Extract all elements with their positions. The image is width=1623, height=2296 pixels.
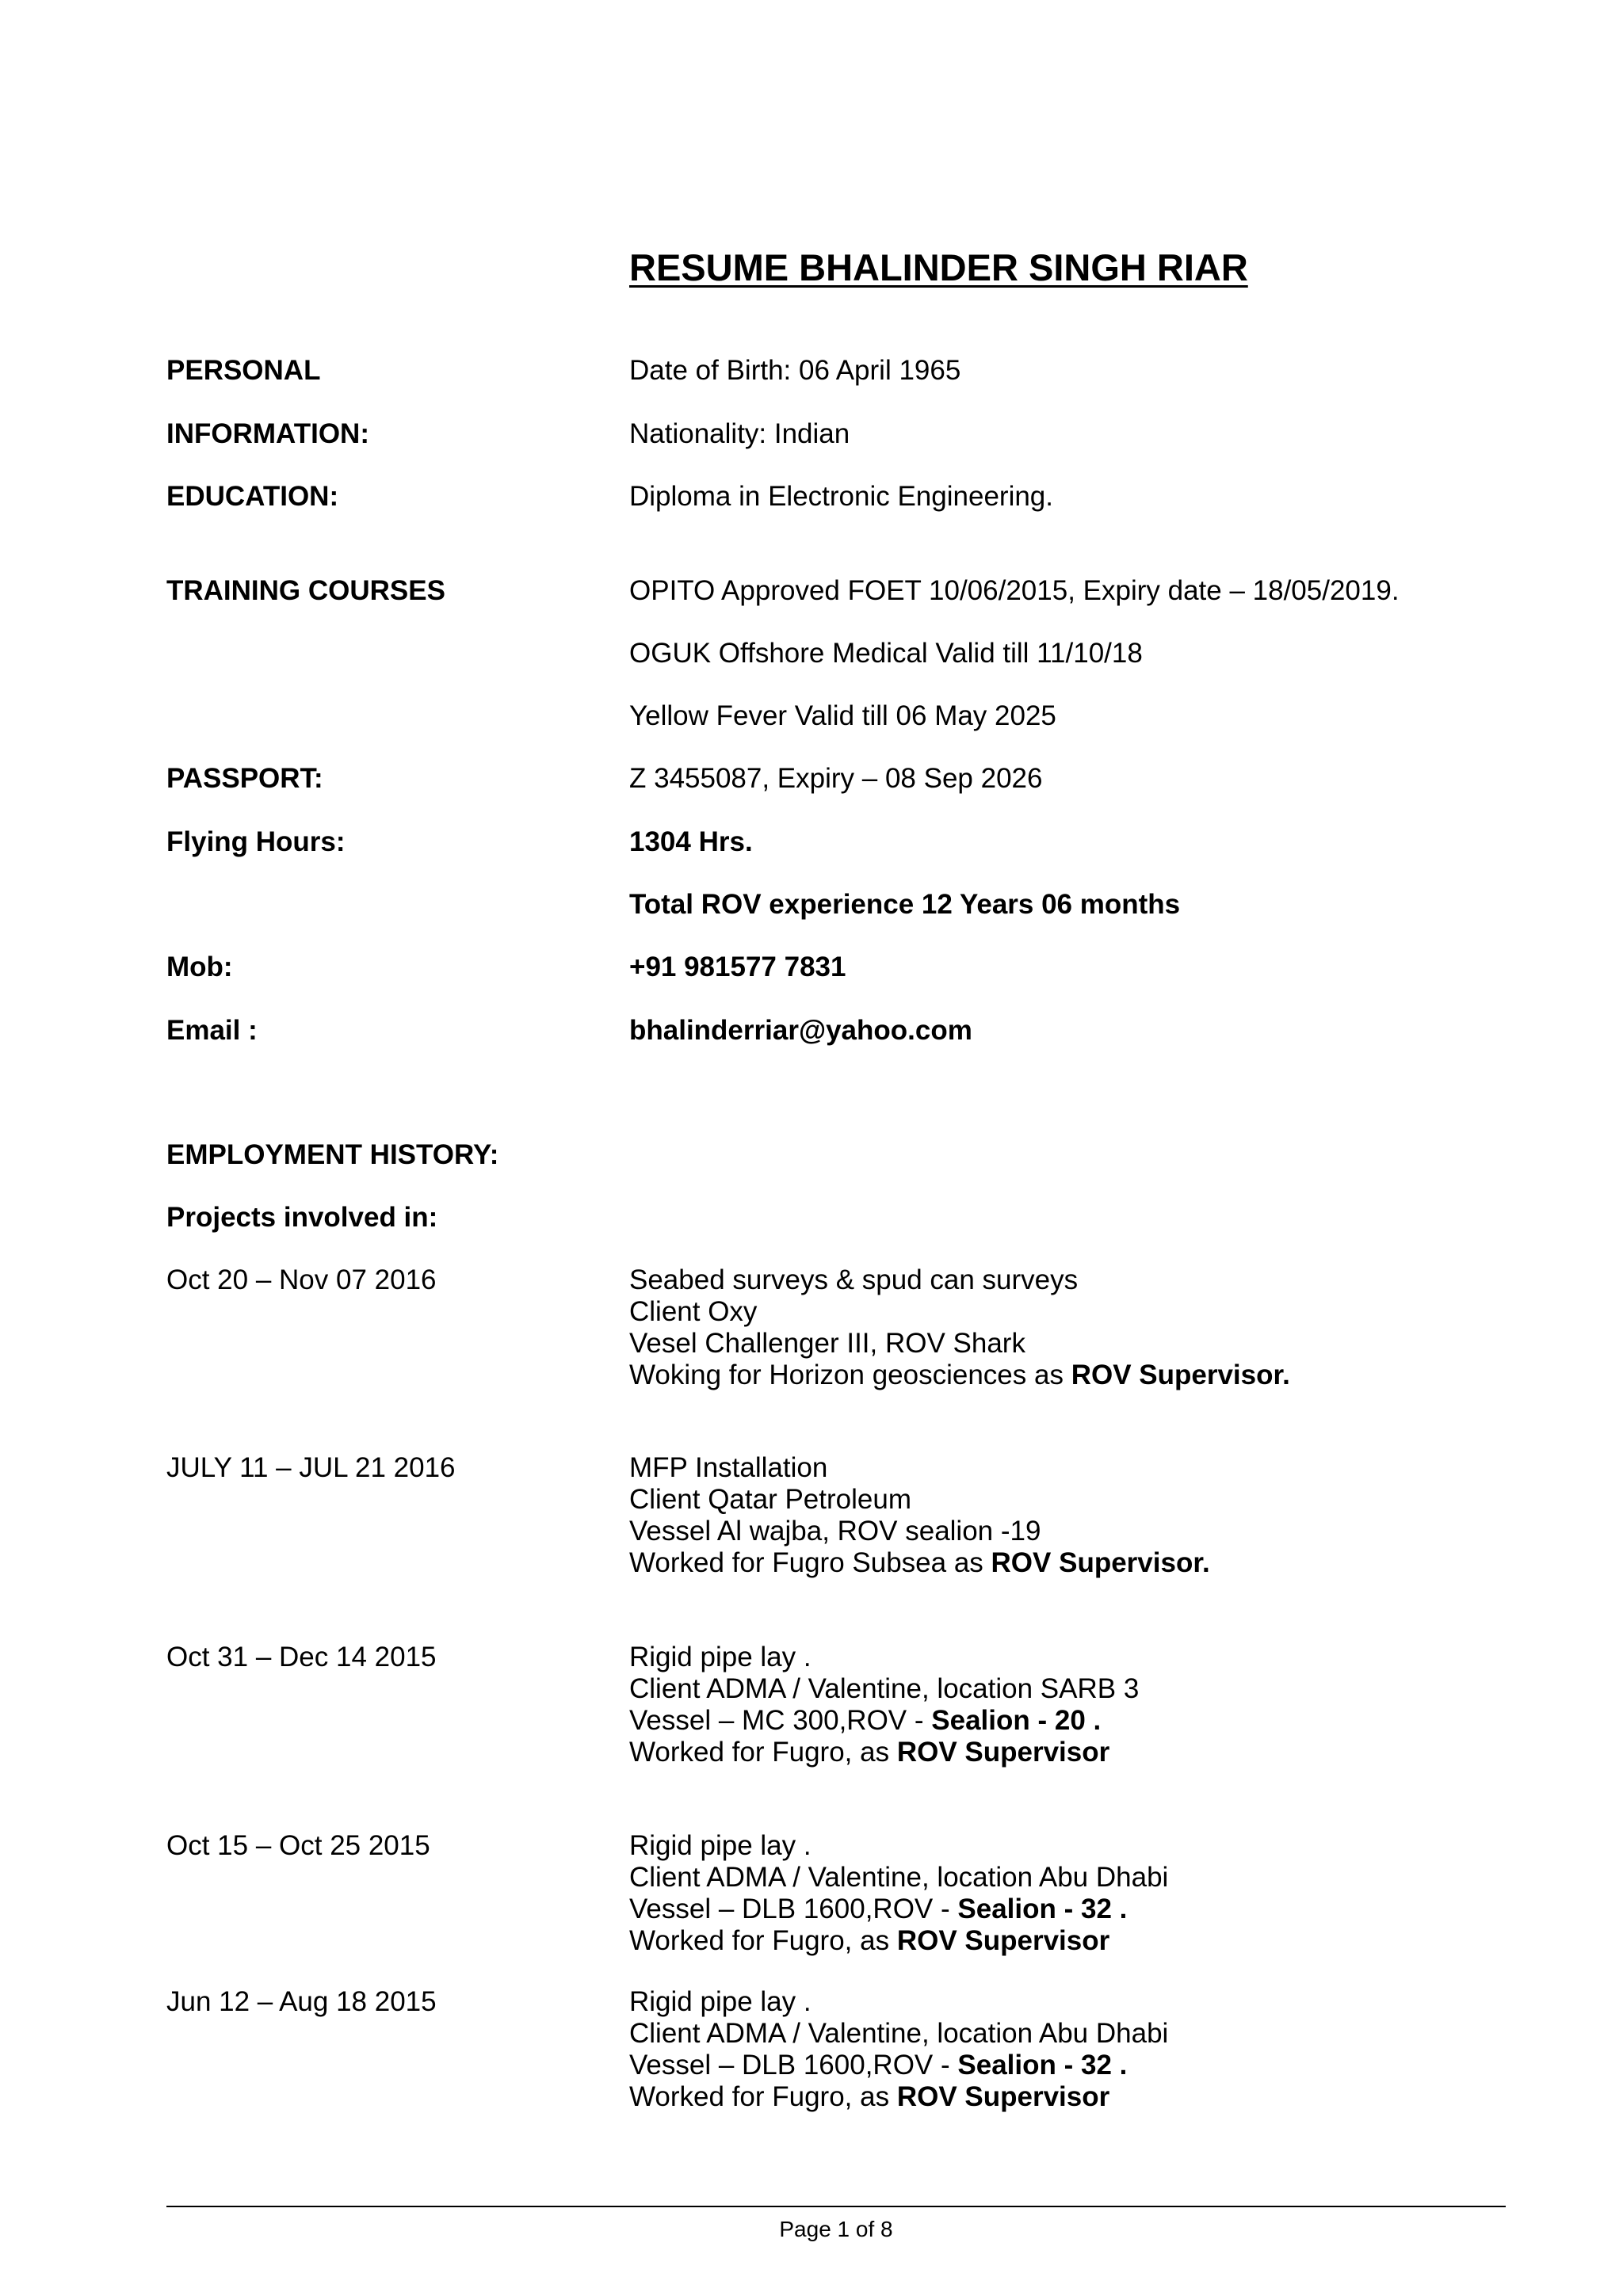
- project-employer: Worked for Fugro Subsea as: [629, 1547, 991, 1578]
- date-of-birth: Date of Birth: 06 April 1965: [629, 355, 961, 386]
- project-entry: [629, 1452, 1210, 1579]
- project-role: [629, 2081, 1168, 2113]
- project-date: Oct 31 – Dec 14 2015: [166, 1642, 437, 1672]
- page-number: Page 1 of 8: [779, 2217, 893, 2241]
- project-vessel: Vesel Challenger III, ROV Shark: [629, 1328, 1025, 1359]
- project-client: Client ADMA / Valentine, location Abu Dhabi: [629, 2018, 1169, 2049]
- project-rov-name: Sealion - 32 .: [957, 1894, 1128, 1924]
- project-role: [629, 1925, 1168, 1957]
- footer-divider: [166, 2206, 1506, 2207]
- project-client: Client ADMA / Valentine, location SARB 3: [629, 1673, 1140, 1704]
- education-value: Diploma in Electronic Engineering.: [629, 481, 1053, 512]
- label-training-courses: TRAINING COURSES: [166, 575, 445, 606]
- project-employer: Woking for Horizon geosciences as: [629, 1360, 1071, 1390]
- training-course-medical: OGUK Offshore Medical Valid till 11/10/18: [629, 638, 1143, 669]
- project-employer: Worked for Fugro, as: [629, 2081, 897, 2112]
- project-client: Client ADMA / Valentine, location Abu Dhabi: [629, 1862, 1169, 1893]
- project-vessel: Vessel Al wajba, ROV sealion -19: [629, 1516, 1041, 1547]
- project-vessel-name: Vessel – DLB 1600,ROV -: [629, 2050, 958, 2081]
- project-vessel: [629, 1705, 1139, 1737]
- label-projects-involved: Projects involved in:: [166, 1202, 438, 1233]
- project-role: [629, 1547, 1210, 1579]
- project-entry: [629, 1986, 1168, 2113]
- resume-title: RESUME BHALINDER SINGH RIAR: [629, 246, 1248, 288]
- project-date: Oct 20 – Nov 07 2016: [166, 1264, 437, 1295]
- project-vessel-name: Vessel – DLB 1600,ROV -: [629, 1894, 958, 1924]
- project-description: Rigid pipe lay .: [629, 1986, 812, 2017]
- project-role: [629, 1360, 1290, 1391]
- project-position: ROV Supervisor: [896, 1925, 1110, 1956]
- project-position: ROV Supervisor: [896, 1737, 1110, 1768]
- project-position: ROV Supervisor.: [1071, 1360, 1290, 1390]
- flying-hours-value: 1304 Hrs.: [629, 826, 753, 857]
- label-employment-history: EMPLOYMENT HISTORY:: [166, 1139, 499, 1170]
- project-description: Rigid pipe lay .: [629, 1642, 812, 1672]
- project-position: ROV Supervisor.: [991, 1547, 1210, 1578]
- project-entry: [629, 1642, 1139, 1768]
- project-entry: [629, 1264, 1290, 1391]
- project-position: ROV Supervisor: [896, 2081, 1110, 2112]
- project-description: MFP Installation: [629, 1452, 828, 1483]
- project-employer: Worked for Fugro, as: [629, 1925, 897, 1956]
- label-education: EDUCATION:: [166, 481, 339, 512]
- project-employer: Worked for Fugro, as: [629, 1737, 897, 1768]
- project-client: Client Oxy: [629, 1296, 758, 1327]
- label-information: INFORMATION:: [166, 418, 369, 449]
- label-email: Email :: [166, 1015, 258, 1046]
- nationality: Nationality: Indian: [629, 418, 850, 449]
- project-date: JULY 11 – JUL 21 2016: [166, 1452, 456, 1483]
- project-description: Seabed surveys & spud can surveys: [629, 1264, 1079, 1295]
- passport-value: Z 3455087, Expiry – 08 Sep 2026: [629, 763, 1043, 794]
- project-client: Client Qatar Petroleum: [629, 1484, 911, 1515]
- project-date: Jun 12 – Aug 18 2015: [166, 1986, 437, 2017]
- project-date: Oct 15 – Oct 25 2015: [166, 1830, 430, 1861]
- training-course-yellow-fever: Yellow Fever Valid till 06 May 2025: [629, 700, 1056, 731]
- project-rov-name: Sealion - 32 .: [957, 2050, 1128, 2081]
- project-entry: [629, 1830, 1168, 1957]
- email-address: bhalinderriar@yahoo.com: [629, 1015, 972, 1046]
- project-vessel: [629, 2050, 1168, 2081]
- mobile-number: +91 981577 7831: [629, 952, 846, 982]
- label-flying-hours: Flying Hours:: [166, 826, 346, 857]
- label-personal: PERSONAL: [166, 355, 321, 386]
- project-description: Rigid pipe lay .: [629, 1830, 812, 1861]
- rov-experience: Total ROV experience 12 Years 06 months: [629, 889, 1181, 920]
- training-course-foet: OPITO Approved FOET 10/06/2015, Expiry date – 18/05/2019.: [629, 575, 1400, 606]
- label-passport: PASSPORT:: [166, 763, 323, 794]
- label-mob: Mob:: [166, 952, 233, 982]
- project-role: [629, 1737, 1139, 1768]
- project-vessel-name: Vessel – MC 300,ROV -: [629, 1705, 932, 1736]
- project-vessel: [629, 1894, 1168, 1925]
- project-rov-name: Sealion - 20 .: [931, 1705, 1102, 1736]
